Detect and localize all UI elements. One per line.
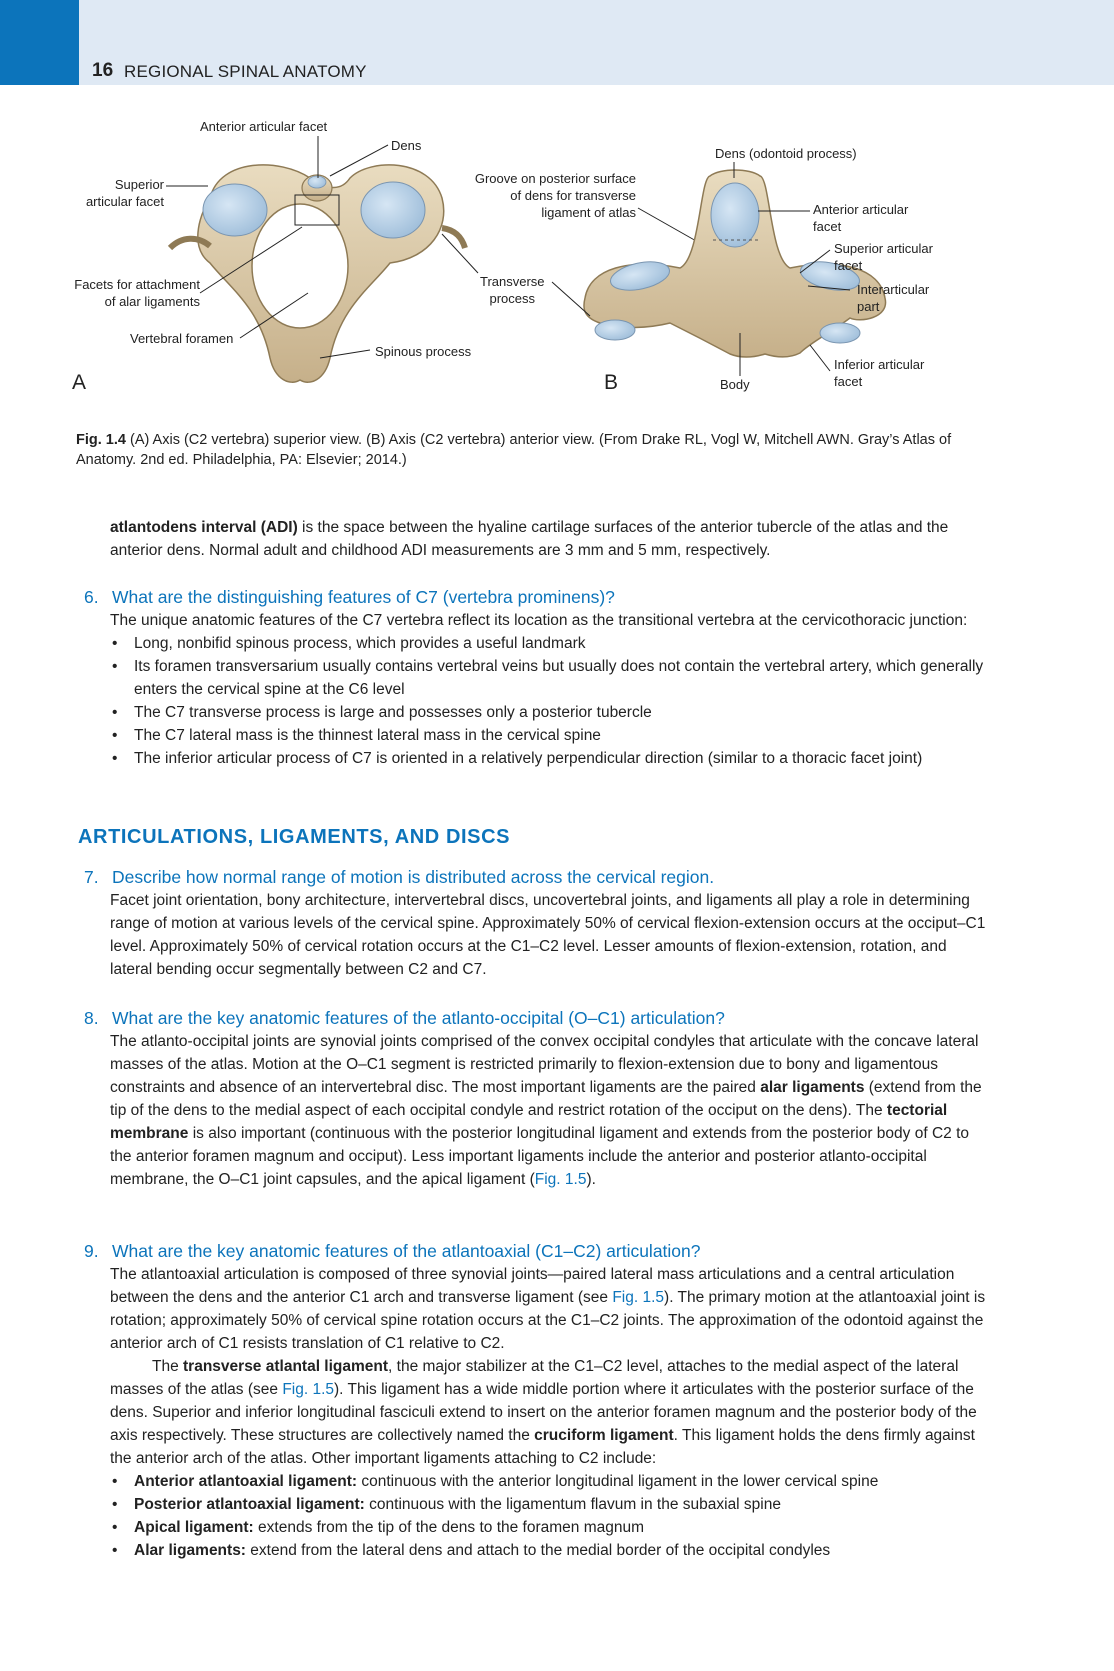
bullet-term: Posterior atlantoaxial ligament: [134, 1496, 365, 1513]
answer-6-bullets [110, 632, 990, 770]
question-7-number: 7. [84, 867, 99, 887]
question-9 [84, 1240, 994, 1262]
list-item: • The C7 transverse process is large and possesses only a posterior tubercle [110, 701, 990, 724]
question-6-text: What are the distinguishing features of C7 (vertebra prominens)? [112, 587, 615, 607]
bullet-term: Anterior atlantoaxial ligament: [134, 1473, 358, 1490]
caption-text: (A) Axis (C2 vertebra) superior view. (B) Axis (C2 vertebra) anterior view. (From Drake RL, Vogl W, Mitchell AWN. Gray’s Atlas of Anatomy. 2nd ed. Philadelphia, PA: Elsevier; 2014.) [76, 432, 952, 468]
term-transverse-atlantal-ligament: transverse atlantal ligament [183, 1358, 389, 1375]
figure-1-4 [70, 118, 1000, 423]
list-item [110, 1470, 990, 1493]
panel-a-letter: A [72, 371, 87, 394]
answer-8-text-2: (extend from the tip of the dens to the medial aspect of each occipital condyle and restrict rotation of the occiput on the dens). The [110, 1079, 982, 1119]
bullet-text: extend from the lateral dens and attach to the medial border of the occipital condyles [245, 1542, 831, 1559]
label-transverse-process: Transverse process [480, 274, 545, 306]
bullet-text: extends from the tip of the dens to the foramen magnum [253, 1519, 645, 1536]
answer-6 [110, 609, 990, 770]
fig-1-5-link[interactable]: Fig. 1.5 [282, 1381, 335, 1398]
question-8-number: 8. [84, 1008, 99, 1028]
question-8-text: What are the key anatomic features of the atlanto-occipital (O–C1) articulation? [112, 1008, 725, 1028]
label-groove-dens: Groove on posterior surface of dens for transverse ligament of atlas [474, 171, 636, 220]
answer-9-p2-a: The [152, 1358, 184, 1375]
list-item [110, 1516, 990, 1539]
answer-9-p2-d: . This ligament holds the dens firmly against the anterior arch of the atlas. Other important ligaments attaching to C2 include: [110, 1427, 975, 1467]
answer-9-bullets [110, 1470, 990, 1562]
answer-8-text-4: ). [586, 1171, 596, 1188]
answer-8-text-3: is also important (continuous with the posterior longitudinal ligament and extends from the posterior body of C2 to the anterior foramen magnum and occiput). Less important ligaments include the anterior and posterior atlanto-occipital membrane, the O–C1 joint capsules, and the apical ligament ( [110, 1125, 969, 1188]
answer-9-p1-a: The atlantoaxial articulation is composed of three synovial joints—paired lateral mass articulations and a central articulation between the dens and the anterior C1 arch and transverse ligament (see [110, 1266, 955, 1306]
list-item [110, 1493, 990, 1516]
answer-9-p2-b: , the major stabilizer at the C1–C2 level, attaches to the medial aspect of the lateral masses of the atlas (see [110, 1358, 959, 1398]
bullet-term: Apical ligament: [134, 1519, 254, 1536]
bullet-term: Alar ligaments: [134, 1542, 246, 1559]
bullet-text: continuous with the anterior longitudinal ligament in the lower cervical spine [357, 1473, 879, 1490]
label-vertebral-foramen: Vertebral foramen [130, 331, 234, 346]
section-heading: ARTICULATIONS, LIGAMENTS, AND DISCS [78, 826, 511, 848]
label-dens-odontoid: Dens (odontoid process) [715, 146, 857, 161]
answer-9-paragraph-2 [110, 1355, 990, 1470]
label-dens-a: Dens [391, 138, 422, 153]
list-item: • The C7 lateral mass is the thinnest lateral mass in the cervical spine [110, 724, 990, 747]
answer-9-p2-c: ). This ligament has a wide middle portion where it articulates with the posterior surface of the dens. Superior and inferior longitudinal fasciculi extend to insert on the anterior foramen magnum and the posterior body of the axis respectively. These structures are collectively named the [110, 1381, 977, 1444]
label-superior-articular-facet-b: Superior articular facet [834, 241, 933, 273]
answer-9-paragraph-1 [110, 1263, 990, 1355]
question-6-number: 6. [84, 587, 99, 607]
running-head: REGIONAL SPINAL ANATOMY [124, 62, 367, 81]
label-anterior-articular-facet-a: Anterior articular facet [200, 119, 328, 134]
fig-1-5-link[interactable]: Fig. 1.5 [534, 1171, 587, 1188]
answer-7: Facet joint orientation, bony architecture, intervertebral discs, uncovertebral joints, and ligaments all play a role in determining range of motion at various levels of the cervical spine. Approximately 50% of cervical flexion-extension occurs at the occiput–C1 level. Approximately 50% of cervical rotation occurs at the C1–C2 level. Lesser amounts of flexion-extension, rotation, and lateral bending occur segmentally between C2 and C7. [110, 892, 986, 978]
question-9-text: What are the key anatomic features of the atlantoaxial (C1–C2) articulation? [112, 1241, 701, 1261]
fig-1-5-link[interactable]: Fig. 1.5 [612, 1289, 665, 1306]
label-inferior-articular-facet: Inferior articular facet [834, 357, 925, 389]
list-item: • Long, nonbifid spinous process, which provides a useful landmark [110, 632, 990, 655]
page-number: 16 [92, 60, 114, 81]
bullet-text: continuous with the ligamentum flavum in the subaxial spine [364, 1496, 781, 1513]
panel-b-letter: B [604, 371, 619, 394]
question-6 [84, 586, 994, 608]
term-tectorial-membrane: tectorial membrane [110, 1102, 948, 1142]
term-alar-ligaments: alar ligaments [760, 1079, 865, 1096]
answer-8-text-1: The atlanto-occipital joints are synovial joints comprised of the convex occipital condyles that articulate with the concave lateral masses of the atlas. Motion at the O–C1 segment is restricted primarily to flexion-extension due to bony and ligamentous constraints and absence of an intervertebral disc. The most important ligaments are the paired [110, 1033, 979, 1096]
figure-caption [76, 430, 986, 470]
question-9-number: 9. [84, 1241, 99, 1261]
adi-text: is the space between the hyaline cartilage surfaces of the anterior tubercle of the atlas and the anterior dens. Normal adult and childhood ADI measurements are 3 mm and 5 mm, respectively. [110, 519, 949, 559]
list-item: • The inferior articular process of C7 is oriented in a relatively perpendicular direction (similar to a thoracic facet joint) [110, 747, 990, 770]
label-spinous-process: Spinous process [375, 344, 472, 359]
label-superior-articular-facet-a: Superior articular facet [85, 177, 164, 209]
answer-6-intro: The unique anatomic features of the C7 vertebra reflect its location as the transitional vertebra at the cervicothoracic junction: [110, 612, 968, 629]
answer-9-p1-b: ). The primary motion at the atlantoaxial joint is rotation; approximately 50% of cervical spine rotation occurs at the C1–C2 joints. The approximation of the odontoid against the anterior arch of C1 resists translation of C1 relative to C2. [110, 1289, 986, 1352]
list-item [110, 1539, 990, 1562]
answer-8 [110, 1030, 990, 1191]
label-body: Body [720, 377, 750, 392]
adi-term: atlantodens interval (ADI) [110, 519, 298, 536]
caption-label: Fig. 1.4 [76, 432, 126, 448]
question-7 [84, 866, 994, 888]
question-7-text: Describe how normal range of motion is distributed across the cervical region. [112, 867, 715, 887]
answer-9 [110, 1263, 990, 1562]
question-8 [84, 1007, 994, 1029]
term-cruciform-ligament: cruciform ligament [534, 1427, 674, 1444]
list-item: • Its foramen transversarium usually contains vertebral veins but usually does not contain the vertebral artery, which generally enters the cervical spine at the C6 level [110, 655, 990, 701]
label-interarticular-part: Interarticular part [857, 282, 930, 314]
adi-paragraph [110, 516, 990, 562]
label-facets-alar-ligaments: Facets for attachment of alar ligaments [74, 277, 200, 309]
label-anterior-articular-facet-b: Anterior articular facet [813, 202, 909, 234]
header-color-tab [0, 0, 79, 85]
